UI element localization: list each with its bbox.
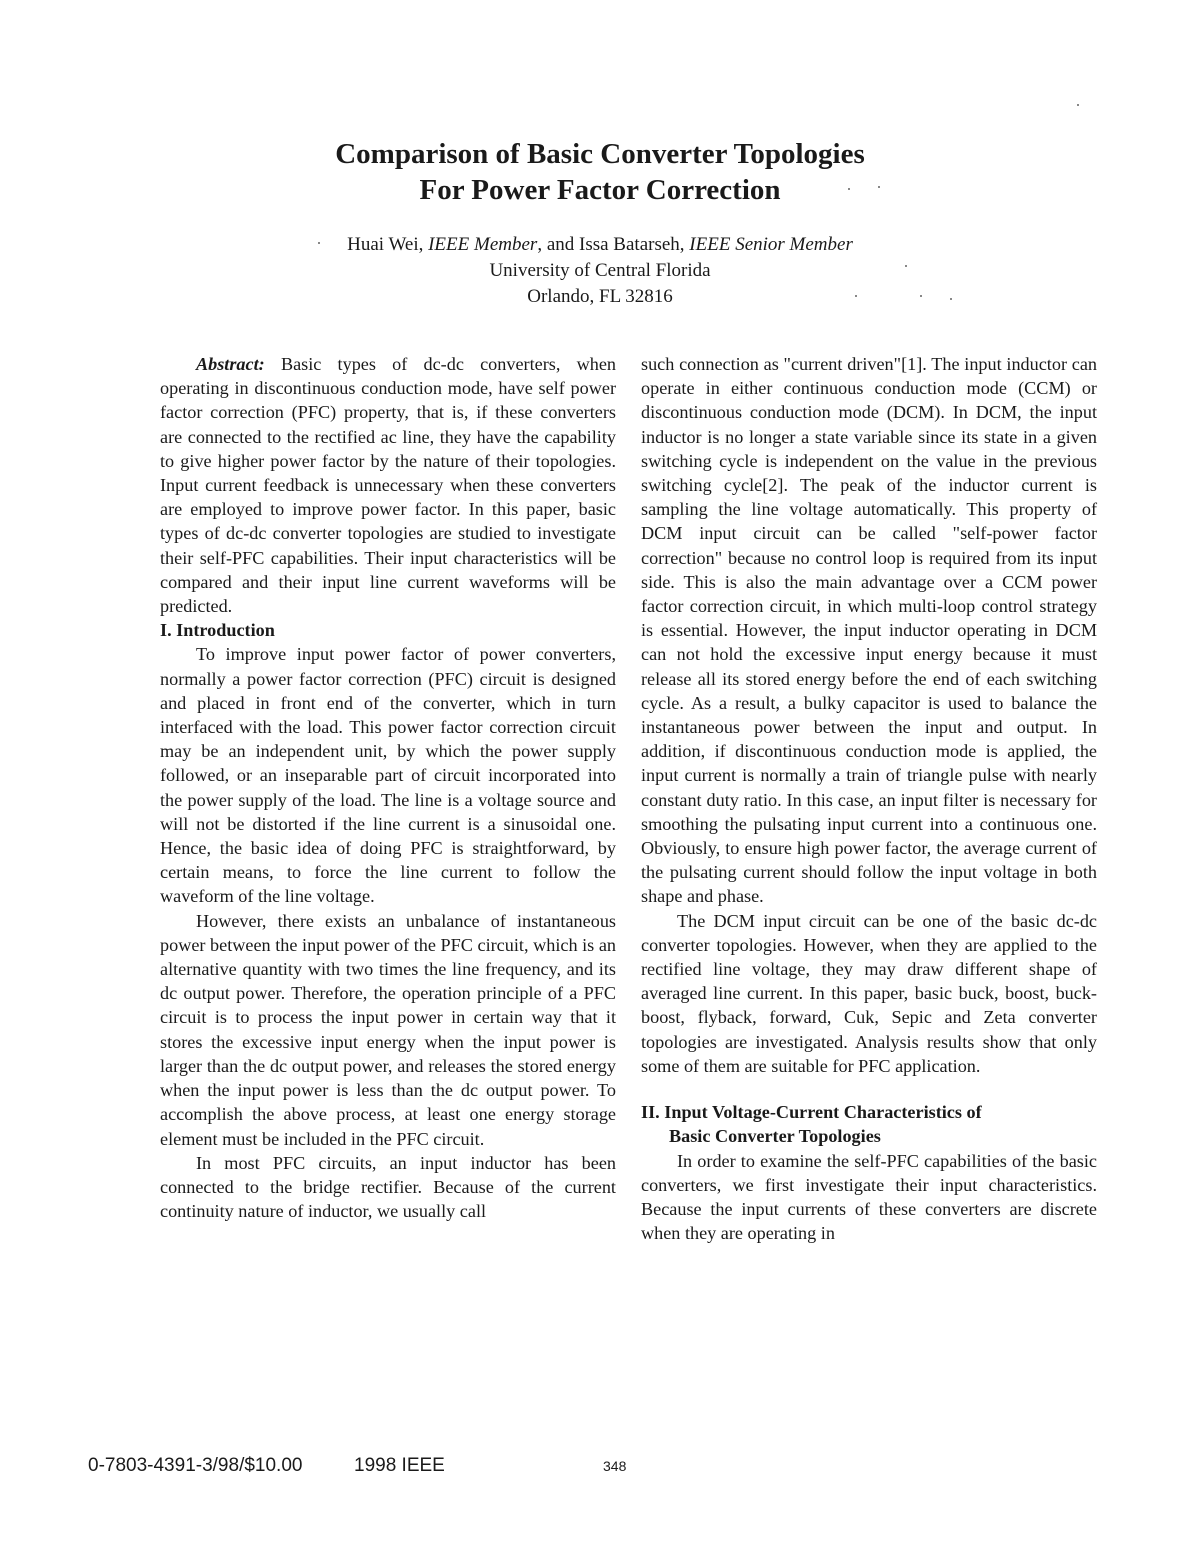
intro-paragraph-1: To improve input power factor of power converters, normally a power factor correction (PFC) circuit is designed and placed in front end of the converter, which in turn interfaced with the load. This power factor correction circuit may be an independent unit, by which the power supply followed, or an inseparable part of circuit incorporated into the power supply of the load. The line is a voltage source and will not be distorted if the line current is a sinusoidal one. Hence, the basic idea of doing PFC is straightforward, by certain means, to force the line current to follow the waveform of the line voltage. [160,644,616,907]
intro-paragraph-3: In most PFC circuits, an input inductor has been connected to the bridge rectifier. Because of the current continuity nature of inductor, we usually call [160,1152,616,1222]
footer-copyright: 1998 IEEE [354,1455,445,1476]
author-block [0,232,1200,310]
paper-title [0,136,1200,208]
author-1-role: IEEE Member [428,234,538,255]
scan-speck [855,295,857,297]
right-paragraph-3: In order to examine the self-PFC capabilities of the basic converters, we first investigate their input characteristics. Because the input currents of these converters are discrete when they are operating in [641,1150,1097,1244]
footer-code: 0-7803-4391-3/98/$10.00 [88,1455,303,1476]
scan-speck [950,298,952,300]
affiliation: University of Central Florida [489,260,711,281]
intro-paragraph-2: However, there exists an unbalance of instantaneous power between the input power of the PFC circuit, which is an alternative quantity with two times the line frequency, and its dc output power. Therefore, the operation principle of a PFC circuit is to process the input power in certain way that it stores the excessive input energy when the input power is larger than the dc output power, and releases the stored energy when the input power is less than the dc output power. To accomplish the above process, at least one energy storage element must be included in the PFC circuit. [160,910,616,1149]
author-1: Huai Wei, [347,234,424,255]
scan-speck [848,188,850,190]
location: Orlando, FL 32816 [527,286,673,307]
scan-speck [920,295,922,297]
left-column [160,352,616,1223]
right-paragraph-2: The DCM input circuit can be one of the basic dc-dc converter topologies. However, when they are applied to the rectified line voltage, they may draw different shape of averaged line current. In this paper, basic buck, boost, buck-boost, flyback, forward, Cuk, Sepic and Zeta converter topologies are investigated. Analysis results show that only some of them are suitable for PFC application. [641,910,1097,1076]
title-line-2: For Power Factor Correction [419,174,781,206]
section-1-heading: I. Introduction [160,620,275,641]
right-paragraph-1: such connection as "current driven"[1]. The input inductor can operate in either continuous conduction mode (CCM) or discontinuous conduction mode (DCM). In DCM, the input inductor is no longer a state variable since its state in a given switching cycle is independent on the value in the previous switching cycle[2]. The peak of the inductor current is sampling the line voltage automatically. This property of DCM input circuit can be called "self-power factor correction" because no control loop is required from its input side. This is also the main advantage over a CCM power factor correction circuit, in which multi-loop control strategy is essential. However, the input inductor operating in DCM can not hold the excessive input energy because it must release all its stored energy before the end of each switching cycle. As a result, a bulky capacitor is used to balance the instantaneous power between the input and output. In addition, if discontinuous conduction mode is applied, the input current is normally a train of triangle pulse with nearly constant duty ratio. In this case, an input filter is necessary for smoothing the pulsating input current into a continuous one. Obviously, to ensure high power factor, the average current of the pulsating current should follow the input voltage in both shape and phase. [641,354,1097,907]
author-line [0,232,1200,258]
scan-speck [1077,104,1079,106]
section-2-heading [641,1100,1097,1148]
right-column [641,352,1097,1245]
page-number: 348 [603,1458,627,1474]
abstract-text: Basic types of dc-dc converters, when operating in discontinuous conduction mode, have self power factor correction (PFC) property, that is, if these converters are connected to the rectified ac line, they have the capability to give higher power factor by the nature of their topologies. Input current feedback is unnecessary when these converters are employed to improve power factor. In this paper, basic types of dc-dc converter topologies are studied to investigate their self-PFC capabilities. Their input characteristics will be compared and their input line current waveforms will be predicted. [160,354,617,617]
author-conjunction: , and Issa Batarseh, [537,234,685,255]
section-2-heading-line-1: II. Input Voltage-Current Characteristics of [641,1102,982,1123]
scan-speck [318,242,320,244]
title-line-1: Comparison of Basic Converter Topologies [335,138,865,170]
scan-speck [878,186,880,188]
scan-speck [905,265,907,267]
abstract-label: Abstract: [196,354,265,374]
abstract [160,352,616,618]
section-2-heading-line-2: Basic Converter Topologies [669,1126,881,1147]
author-2-role: IEEE Senior Member [689,234,853,255]
